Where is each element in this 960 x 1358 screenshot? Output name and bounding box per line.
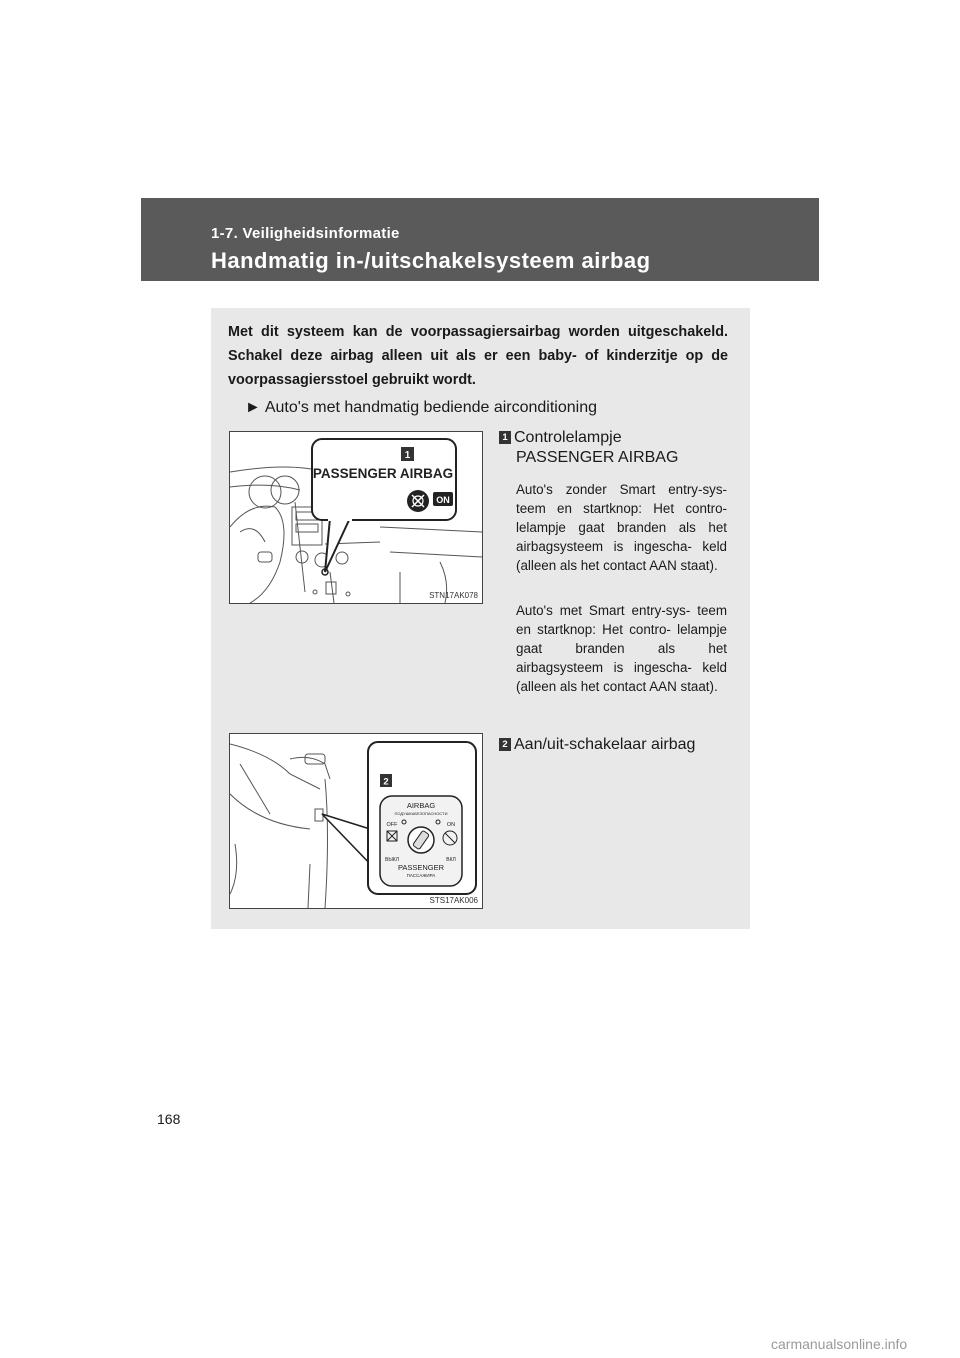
content-panel xyxy=(211,308,750,929)
on-label: ON xyxy=(446,822,456,828)
vehicle-condition xyxy=(245,399,597,417)
watermark: carmanualsonline.info xyxy=(771,1336,908,1352)
off-label: OFF xyxy=(386,822,398,828)
item-number-badge: 2 xyxy=(499,738,511,751)
item-2-heading xyxy=(499,733,695,756)
item-1-paragraph: Auto's zonder Smart entry-sys- teem en startknop: Het contro- lelampje gaat branden als het airbagsysteem is ingescha- keld (alleen als het contact AAN staat). xyxy=(516,482,727,573)
switch-illustration xyxy=(229,733,483,909)
item-number-badge: 1 xyxy=(499,431,511,444)
callout-number: 2 xyxy=(383,776,389,788)
item-1-heading xyxy=(499,426,622,449)
dashboard-illustration xyxy=(229,431,483,604)
dashboard-drawing xyxy=(230,432,482,603)
off-ru-label: ВЫКЛ xyxy=(385,857,399,863)
dial-top-label: AIRBAG xyxy=(406,801,436,810)
on-ru-label: ВКЛ xyxy=(446,857,456,863)
intro-text: Met dit systeem kan de voorpassagiersairbag worden uitgeschakeld. Schakel deze airbag alleen uit als er een baby- of kinderzitje op de voorpassagiersstoel gebruikt wordt. xyxy=(228,324,728,388)
pointer-arrow-icon: ► xyxy=(245,399,261,416)
airbag-off-icon xyxy=(407,490,429,512)
dial-top-ru-label: ПОДУШКАБЕЗОПАСНОСТИ xyxy=(394,811,448,816)
switch-drawing xyxy=(230,734,482,908)
callout-number: 1 xyxy=(404,450,411,461)
item-1-title: Controlelampje xyxy=(514,429,622,446)
figure-code: STN17AK078 xyxy=(429,591,478,600)
figure-code: STS17AK006 xyxy=(429,896,478,905)
item-2-title: Aan/uit-schakelaar airbag xyxy=(514,736,696,753)
section-header xyxy=(141,198,819,281)
item-1-subtitle: PASSENGER AIRBAG xyxy=(516,449,679,466)
lamp-label: PASSENGER AIRBAG xyxy=(312,466,454,481)
vehicle-condition-text: Auto's met handmatig bediende airconditioning xyxy=(264,399,598,416)
item-1-paragraph: Auto's met Smart entry-sys- teem en startknop: Het contro- lelampje gaat branden als het airbagsysteem is ingescha- keld (alleen als het contact AAN staat). xyxy=(516,603,727,694)
dial-bottom-ru-label: ПАССАЖИРА xyxy=(406,873,436,878)
dial-bottom-label: PASSENGER xyxy=(397,863,445,872)
on-badge-label: ON xyxy=(436,495,450,505)
page-title: Handmatig in-/uitschakelsysteem airbag xyxy=(211,248,651,273)
page-number: 168 xyxy=(157,1111,181,1127)
section-label: 1-7. Veiligheidsinformatie xyxy=(211,225,400,242)
